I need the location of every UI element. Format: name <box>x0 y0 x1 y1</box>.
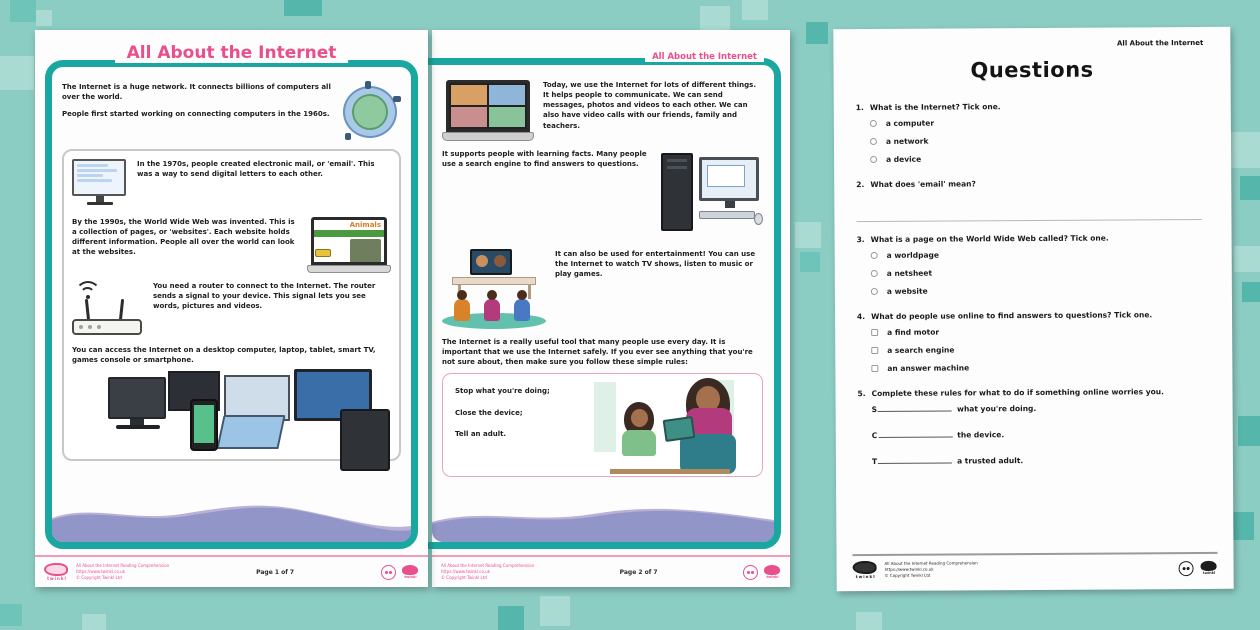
answer-option[interactable] <box>871 344 1202 355</box>
parent-child-illustration <box>588 378 758 474</box>
footer-notes: All About the Internet Reading Comprehension https://www.twinkl.co.uk © Copyright Twinkl Ltd <box>76 563 170 580</box>
questions-page <box>833 27 1233 591</box>
tick-circle[interactable] <box>871 288 878 295</box>
background-square <box>1234 246 1260 272</box>
fill-blank-row <box>872 429 1203 440</box>
rule-1: Stop what you're doing; <box>455 387 550 396</box>
background-square <box>795 222 821 248</box>
twinkl-badge-icon: twinkl <box>402 565 419 579</box>
question-text: What does 'email' mean? <box>870 179 976 189</box>
website-laptop-illustration <box>307 217 391 273</box>
twinkl-logo: twinkl <box>853 561 879 579</box>
answer-option[interactable] <box>871 267 1202 278</box>
answer-option[interactable] <box>870 153 1201 164</box>
footer-notes: All About the Internet Reading Comprehension https://www.twinkl.co.uk © Copyright Twinkl Ltd <box>441 563 535 580</box>
question-1 <box>856 101 1201 164</box>
www-text: By the 1990s, the World Wide Web was invented. This is a collection of pages, or 'websites'. Each website holds different information. People all over the world can look at the websites. <box>72 218 295 257</box>
questions-title: Questions <box>970 57 1094 83</box>
twinkl-badge-icon: twinkl <box>764 565 781 579</box>
write-blank[interactable] <box>878 430 952 437</box>
write-blank[interactable] <box>878 404 952 411</box>
safety-rules-box <box>442 373 763 477</box>
question-text: Complete these rules for what to do if something online worries you. <box>871 387 1164 398</box>
safety-text: The Internet is a really useful tool that many people use every day. It is important that we use the Internet safely. If you ever see anything that you're not sure about, then make sure you follow these simple rules: <box>442 338 753 367</box>
page1-footer <box>35 555 428 587</box>
email-text: In the 1970s, people created electronic mail, or 'email'. This was a way to send digital letters to each other. <box>137 160 375 179</box>
page-number: Page 1 of 7 <box>256 568 295 576</box>
question-4 <box>857 310 1202 373</box>
blank-suffix: the device. <box>957 430 1005 440</box>
blank-suffix: what you're doing. <box>956 403 1037 414</box>
background-square <box>1242 282 1260 302</box>
background-square <box>856 612 882 630</box>
option-label: a device <box>886 154 922 164</box>
option-label: a network <box>885 136 929 146</box>
background-square <box>540 596 570 626</box>
history-box <box>62 149 401 461</box>
question-text: What is the Internet? Tick one. <box>869 102 1001 112</box>
background-square <box>36 10 52 26</box>
entertainment-text: It can also be used for entertainment! You can use the Internet to watch TV shows, listen to music or play games. <box>555 250 756 279</box>
option-label: an answer machine <box>887 363 970 373</box>
question-text: What do people use online to find answers to questions? Tick one. <box>871 310 1153 321</box>
background-square <box>742 0 768 20</box>
answer-option[interactable] <box>870 117 1201 128</box>
blank-prefix: T <box>871 456 878 466</box>
communicate-text: Today, we use the Internet for lots of different things. It helps people to communicate. We can send messages, photos and videos to each other. We can also have video calls with our friends, family and teachers. <box>543 81 756 130</box>
question-number: 2. <box>856 180 865 190</box>
page-header-title: All About the Internet <box>645 52 764 62</box>
smiley-face-icon <box>381 565 396 580</box>
website-title-label: Animals <box>314 220 384 230</box>
devices-collage-illustration <box>72 369 391 453</box>
internet-globe-illustration <box>339 82 401 142</box>
wave-decoration <box>52 496 411 542</box>
tick-circle[interactable] <box>870 138 877 145</box>
option-label: a website <box>886 286 928 296</box>
background-square <box>1238 416 1260 446</box>
question-text: What is a page on the World Wide Web called? Tick one. <box>870 233 1109 244</box>
background-square <box>1240 176 1260 200</box>
video-call-laptop-illustration <box>442 80 534 141</box>
desktop-computer-illustration <box>659 149 763 241</box>
access-text: You can access the Internet on a desktop computer, laptop, tablet, smart TV, games console or smartphone. <box>72 346 376 365</box>
page3-footer <box>852 552 1217 579</box>
page-header-title: All About the Internet <box>1116 38 1204 48</box>
router-text: You need a router to connect to the Internet. The router sends a signal to your device. This signal lets you see words, pictures and videos. <box>153 282 376 311</box>
blank-prefix: C <box>871 430 878 440</box>
answer-option[interactable] <box>871 249 1202 260</box>
option-label: a search engine <box>887 345 955 355</box>
tick-circle[interactable] <box>871 270 878 277</box>
twinkl-logo: twinkl <box>44 563 70 581</box>
background-square <box>0 56 34 90</box>
page2-footer <box>432 555 790 587</box>
blank-prefix: S <box>871 404 878 414</box>
tick-circle[interactable] <box>870 156 877 163</box>
fill-blank-row <box>872 455 1203 466</box>
option-label: a find motor <box>887 327 940 337</box>
write-blank[interactable] <box>878 457 952 464</box>
tick-circle[interactable] <box>871 252 878 259</box>
question-2 <box>856 178 1201 222</box>
question-number: 4. <box>857 312 866 322</box>
answer-option[interactable] <box>871 362 1202 373</box>
answer-write-line[interactable] <box>856 194 1201 222</box>
fill-blank-row <box>872 403 1203 414</box>
question-5 <box>857 387 1202 466</box>
router-illustration <box>72 281 144 337</box>
blank-suffix: a trusted adult. <box>957 456 1024 466</box>
rule-3: Tell an adult. <box>455 429 507 438</box>
background-square <box>800 252 820 272</box>
intro-paragraph-1: The Internet is a huge network. It connects billions of computers all over the world. <box>62 83 331 102</box>
option-label: a computer <box>885 118 935 128</box>
worksheet-page-2 <box>432 30 790 587</box>
answer-option[interactable] <box>871 326 1202 337</box>
background-square <box>10 0 36 22</box>
option-label: a worldpage <box>886 250 939 260</box>
wave-decoration <box>432 496 774 542</box>
tick-box[interactable] <box>871 347 878 354</box>
background-square <box>284 0 322 16</box>
answer-option[interactable] <box>870 135 1201 146</box>
learning-text: It supports people with learning facts. Many people use a search engine to find answers to questions. <box>442 150 647 169</box>
question-number: 5. <box>857 389 866 399</box>
tick-circle[interactable] <box>870 120 877 127</box>
answer-option[interactable] <box>871 285 1202 296</box>
tick-box[interactable] <box>871 365 878 372</box>
page-title: All About the Internet <box>115 43 349 63</box>
question-number: 1. <box>855 103 864 113</box>
question-number: 3. <box>856 235 865 245</box>
question-3 <box>857 233 1202 296</box>
tick-box[interactable] <box>871 329 878 336</box>
page-number: Page 2 of 7 <box>619 568 658 576</box>
background-square <box>806 22 828 44</box>
footer-notes: All About the Internet Reading Comprehension https://www.twinkl.co.uk © Copyright Twinkl Ltd <box>884 560 978 578</box>
intro-paragraph-2: People first started working on connecting computers in the 1960s. <box>62 110 330 119</box>
background-square <box>0 604 22 626</box>
smiley-face-icon <box>1179 561 1194 576</box>
worksheet-page-1 <box>35 30 428 587</box>
twinkl-badge-icon: twinkl <box>1201 561 1218 575</box>
rule-2: Close the device; <box>455 408 523 417</box>
background-square <box>498 606 524 630</box>
smiley-face-icon <box>743 565 758 580</box>
option-label: a netsheet <box>886 268 933 278</box>
intro-paragraphs <box>62 82 331 142</box>
background-square <box>82 614 106 630</box>
email-monitor-illustration <box>72 159 128 209</box>
questions-list <box>856 101 1203 483</box>
children-watching-tv-illustration <box>442 249 546 329</box>
